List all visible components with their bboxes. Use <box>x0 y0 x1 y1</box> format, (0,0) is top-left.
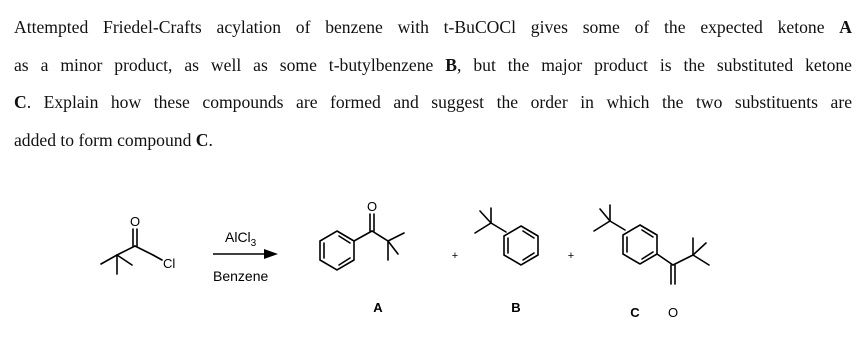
solvent-benzene: Benzene <box>213 268 269 284</box>
plus-sign-1: + <box>451 250 459 262</box>
label-b: B <box>511 300 521 315</box>
label-c: C <box>630 305 640 320</box>
compound-ref-c: C <box>14 92 27 112</box>
question-line-1: Attempted Friedel-Crafts acylation of benzene with t-BuCOCl gives some of the expected ketone A <box>14 17 852 37</box>
product-b <box>475 208 538 315</box>
compound-ref-b: B <box>445 54 458 75</box>
product-a <box>320 199 404 315</box>
question-line-2: as a minor product, as well as some t-butylbenzene B, but the major product is the substituted ketone <box>14 54 852 75</box>
product-c <box>594 205 709 320</box>
oxygen-label-c: O <box>667 305 679 320</box>
reactant-pivaloyl-chloride <box>101 214 175 274</box>
compound-ref-a: A <box>839 17 852 37</box>
oxygen-label-a: O <box>366 199 378 214</box>
plus-sign-2: + <box>567 250 575 262</box>
reagent-alcl3: AlCl$_3$ <box>225 229 257 249</box>
compound-ref-c-2: C <box>195 129 209 150</box>
oxygen-label: O <box>129 214 141 229</box>
reaction-arrow <box>213 229 278 284</box>
chlorine-label: Cl <box>163 256 176 271</box>
question-line-4: added to form compound C. <box>14 129 213 150</box>
label-a: A <box>373 300 383 315</box>
question-line-3: C. Explain how these compounds are formed and suggest the order in which the two substituents are <box>14 92 852 112</box>
